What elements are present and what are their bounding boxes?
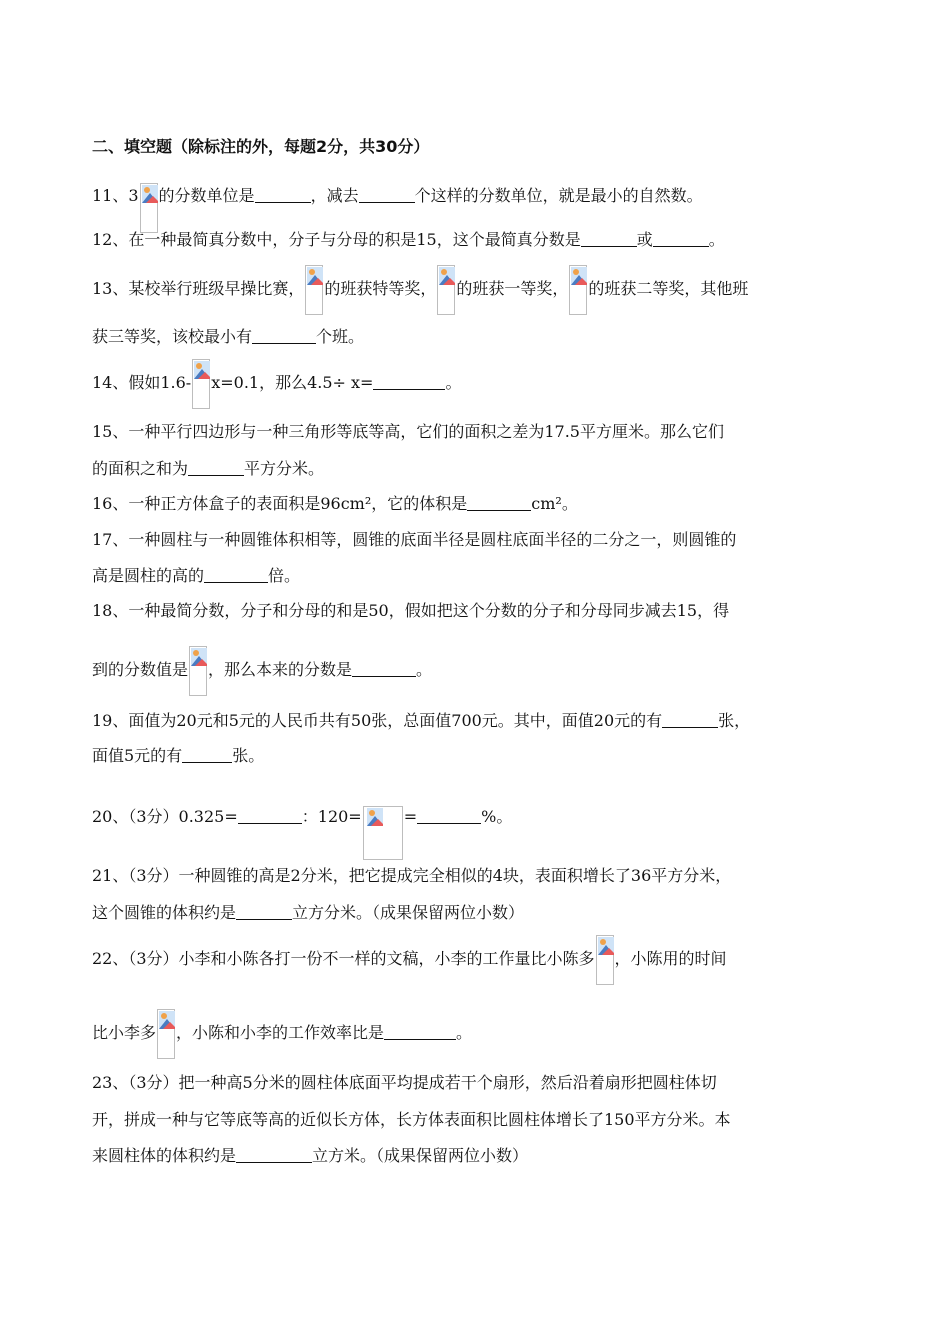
q14-text: 。 [445, 373, 462, 392]
question-19-cont [92, 746, 264, 766]
answer-blank[interactable] [238, 807, 302, 824]
q22-text: 。 [456, 1023, 473, 1042]
q18-text: 。 [416, 660, 433, 679]
q16-text: 16、一种正方体盒子的表面积是96cm²，它的体积是 [92, 494, 468, 513]
q23-text: 开，拼成一种与它等底等高的近似长方体，长方体表面积比圆柱体增长了150平方分米。本 [92, 1110, 731, 1129]
question-18-cont [92, 645, 432, 696]
q17-text: 17、一种圆柱与一种圆锥体积相等，圆锥的底面半径是圆柱底面半径的二分之一，则圆锥的 [92, 530, 737, 549]
question-21 [92, 866, 731, 886]
question-21-cont [92, 903, 524, 923]
q13-text: 的班获一等奖， [456, 279, 569, 298]
question-17 [92, 530, 736, 550]
q20-text: = [403, 807, 418, 826]
q11-text: 个这样的分数单位，就是最小的自然数。 [414, 186, 703, 205]
q13-text: 获三等奖，该校最小有 [92, 327, 253, 346]
q12-text: 。 [708, 230, 725, 249]
question-13-cont [92, 327, 364, 347]
fraction-image-placeholder-icon [569, 265, 587, 315]
question-17-cont [92, 566, 300, 586]
q22-text: ，小陈和小李的工作效率比是 [176, 1023, 385, 1042]
question-23-cont2 [92, 1146, 528, 1166]
q19-text: 19、面值为20元和5元的人民币共有50张，总面值700元。其中，面值20元的有 [92, 711, 663, 730]
q12-text: 或 [636, 230, 653, 249]
answer-blank[interactable] [417, 807, 481, 824]
q11-text: 的分数单位是 [158, 186, 255, 205]
q21-text: 立方分米。（成果保留两位小数） [292, 903, 525, 922]
fraction-image-placeholder-icon [437, 265, 455, 315]
q13-text: 13、某校举行班级早操比赛， [92, 279, 305, 298]
question-23-cont1 [92, 1110, 731, 1130]
answer-blank[interactable] [182, 746, 232, 763]
question-16 [92, 494, 578, 514]
q22-text: ，小陈用的时间 [614, 949, 727, 968]
answer-blank[interactable] [188, 459, 244, 476]
answer-blank[interactable] [467, 494, 531, 511]
answer-blank[interactable] [204, 566, 268, 583]
question-14 [92, 358, 461, 409]
q18-text: 到的分数值是 [92, 660, 189, 679]
fraction-image-placeholder-icon [192, 359, 210, 409]
q23-text: 来圆柱体的体积约是 [92, 1146, 237, 1165]
q12-text: 12、在一种最简真分数中，分子与分母的积是15，这个最简真分数是 [92, 230, 581, 249]
fraction-image-placeholder-icon [157, 1009, 175, 1059]
question-11 [92, 183, 703, 233]
answer-blank[interactable] [384, 1023, 456, 1040]
fraction-image-placeholder-icon [189, 646, 207, 696]
q19-text: 张， [718, 711, 751, 730]
q19-text: 张。 [232, 746, 265, 765]
q22-text: 22、（3分）小李和小陈各打一份不一样的文稿，小李的工作量比小陈多 [92, 949, 595, 968]
q21-text: 这个圆锥的体积约是 [92, 903, 237, 922]
answer-blank[interactable] [352, 660, 416, 677]
question-22-cont [92, 1008, 472, 1059]
q15-text: 平方分米。 [244, 459, 325, 478]
q23-text: 立方米。（成果保留两位小数） [312, 1146, 529, 1165]
q15-text: 的面积之和为 [92, 459, 189, 478]
q19-text: 面值5元的有 [92, 746, 183, 765]
answer-blank[interactable] [662, 711, 718, 728]
question-12 [92, 230, 725, 250]
q15-text: 15、一种平行四边形与一种三角形等底等高，它们的面积之差为17.5平方厘米。那么它们 [92, 422, 724, 441]
question-18 [92, 601, 729, 621]
question-22 [92, 934, 727, 985]
fraction-image-placeholder-icon [596, 935, 614, 985]
q18-text: ，那么本来的分数是 [208, 660, 353, 679]
q17-text: 高是圆柱的高的 [92, 566, 205, 585]
q11-text: 11、3 [92, 186, 139, 205]
q20-text: ：120= [301, 807, 362, 826]
q16-text: cm²。 [531, 494, 578, 513]
q14-text: x=0.1，那么4.5÷ x= [211, 373, 374, 392]
q13-text: 的班获二等奖，其他班 [588, 279, 749, 298]
q20-text: 20、（3分）0.325= [92, 807, 238, 826]
q14-text: 14、假如1.6- [92, 373, 192, 392]
fraction-image-placeholder-icon [363, 806, 403, 860]
question-20 [92, 790, 512, 860]
answer-blank[interactable] [252, 327, 316, 344]
answer-blank[interactable] [359, 186, 415, 203]
question-23 [92, 1073, 717, 1093]
answer-blank[interactable] [373, 373, 445, 390]
q21-text: 21、（3分）一种圆锥的高是2分米，把它提成完全相似的4块，表面积增长了36平方分米， [92, 866, 732, 885]
fraction-image-placeholder-icon [140, 183, 158, 233]
answer-blank[interactable] [255, 186, 311, 203]
answer-blank[interactable] [581, 230, 637, 247]
question-15 [92, 422, 724, 442]
q22-text: 比小李多 [92, 1023, 157, 1042]
fraction-image-placeholder-icon [305, 265, 323, 315]
question-19 [92, 711, 750, 731]
question-15-cont [92, 459, 324, 479]
q23-text: 23、（3分）把一种高5分米的圆柱体底面平均提成若干个扇形，然后沿着扇形把圆柱体切 [92, 1073, 717, 1092]
q18-text: 18、一种最简分数，分子和分母的和是50，假如把这个分数的分子和分母同步减去15，得 [92, 601, 730, 620]
q13-text: 个班。 [316, 327, 365, 346]
question-13 [92, 264, 748, 315]
section-title: 二、填空题（除标注的外，每题2分，共30分） [92, 137, 430, 156]
answer-blank[interactable] [236, 1146, 312, 1163]
q20-text: %。 [481, 807, 513, 826]
q17-text: 倍。 [268, 566, 301, 585]
q13-text: 的班获特等奖， [324, 279, 437, 298]
answer-blank[interactable] [653, 230, 709, 247]
answer-blank[interactable] [236, 903, 292, 920]
q11-text: ，减去 [310, 186, 359, 205]
